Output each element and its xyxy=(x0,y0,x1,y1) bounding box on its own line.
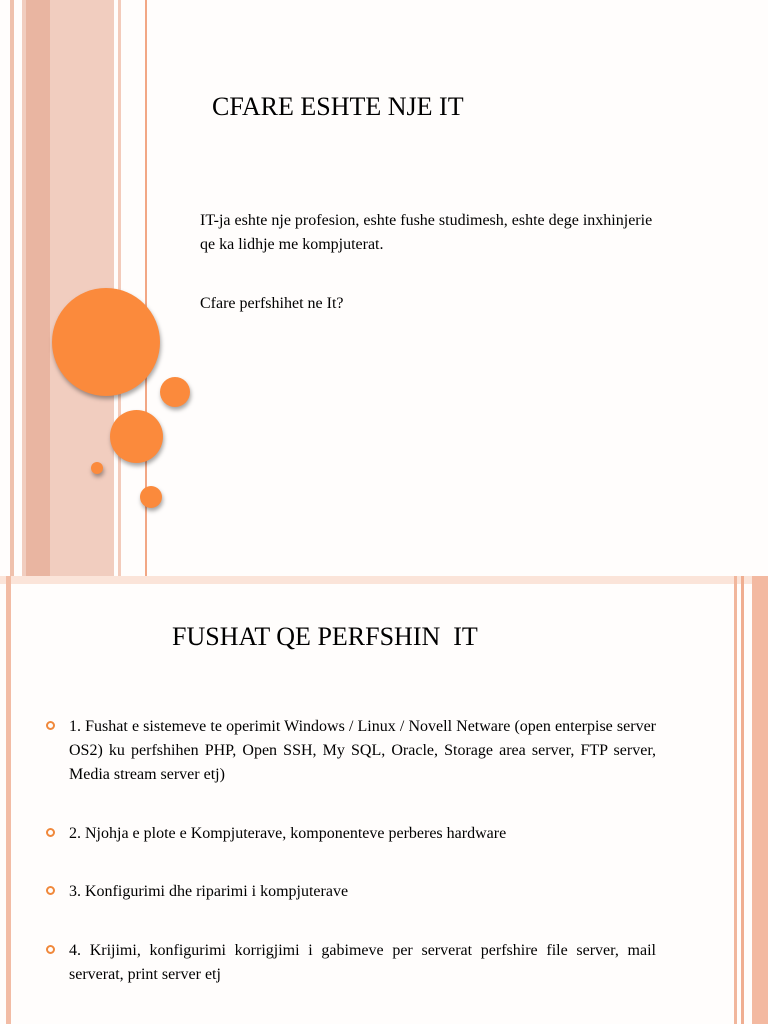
decorative-stripe xyxy=(734,576,737,1024)
decorative-stripe xyxy=(741,576,744,1024)
decorative-stripe xyxy=(10,0,14,576)
decorative-stripe xyxy=(752,576,768,1024)
decorative-circle xyxy=(140,486,162,508)
decorative-circle xyxy=(160,377,190,407)
decorative-stripe xyxy=(6,576,11,1024)
slide-title: CFARE ESHTE NJE IT xyxy=(212,92,464,121)
bullet-ring-icon xyxy=(46,886,55,895)
bullet-ring-icon xyxy=(46,945,55,954)
bullet-ring-icon xyxy=(46,721,55,730)
slide-2 xyxy=(0,576,768,1024)
decorative-circle-large xyxy=(52,288,160,396)
bullet-item xyxy=(46,939,656,987)
decorative-stripe xyxy=(26,0,50,576)
bullet-ring-icon xyxy=(46,828,55,837)
decorative-circle xyxy=(110,410,163,463)
bullet-text: 2. Njohja e plote e Kompjuterave, komponenteve perberes hardware xyxy=(69,825,507,842)
bullet-item xyxy=(46,822,656,846)
bullet-text: 4. Krijimi, konfigurimi korrigjimi i gabimeve per serverat perfshire file server, mail serverat, print server etj xyxy=(69,942,656,983)
bullet-text: 3. Konfigurimi dhe riparimi i kompjuterave xyxy=(69,883,349,900)
slide-paragraph: Cfare perfshihet ne It? xyxy=(200,295,344,312)
decorative-circle-small xyxy=(91,462,103,474)
bullet-item xyxy=(46,880,656,904)
slide-paragraph: IT-ja eshte nje profesion, eshte fushe studimesh, eshte dege inxhinjerie qe ka lidhje me kompjuterat. xyxy=(200,212,653,253)
decorative-stripe xyxy=(118,0,121,576)
decorative-band xyxy=(0,576,768,584)
bullet-item xyxy=(46,715,656,787)
slide-title: FUSHAT QE PERFSHIN IT xyxy=(172,622,478,651)
bullet-text: 1. Fushat e sistemeve te operimit Windows / Linux / Novell Netware (open enterpise server OS2) ku perfshihen PHP, Open SSH, My SQL, Oracle, Storage area server, FTP server, Media stream server etj) xyxy=(69,718,656,783)
